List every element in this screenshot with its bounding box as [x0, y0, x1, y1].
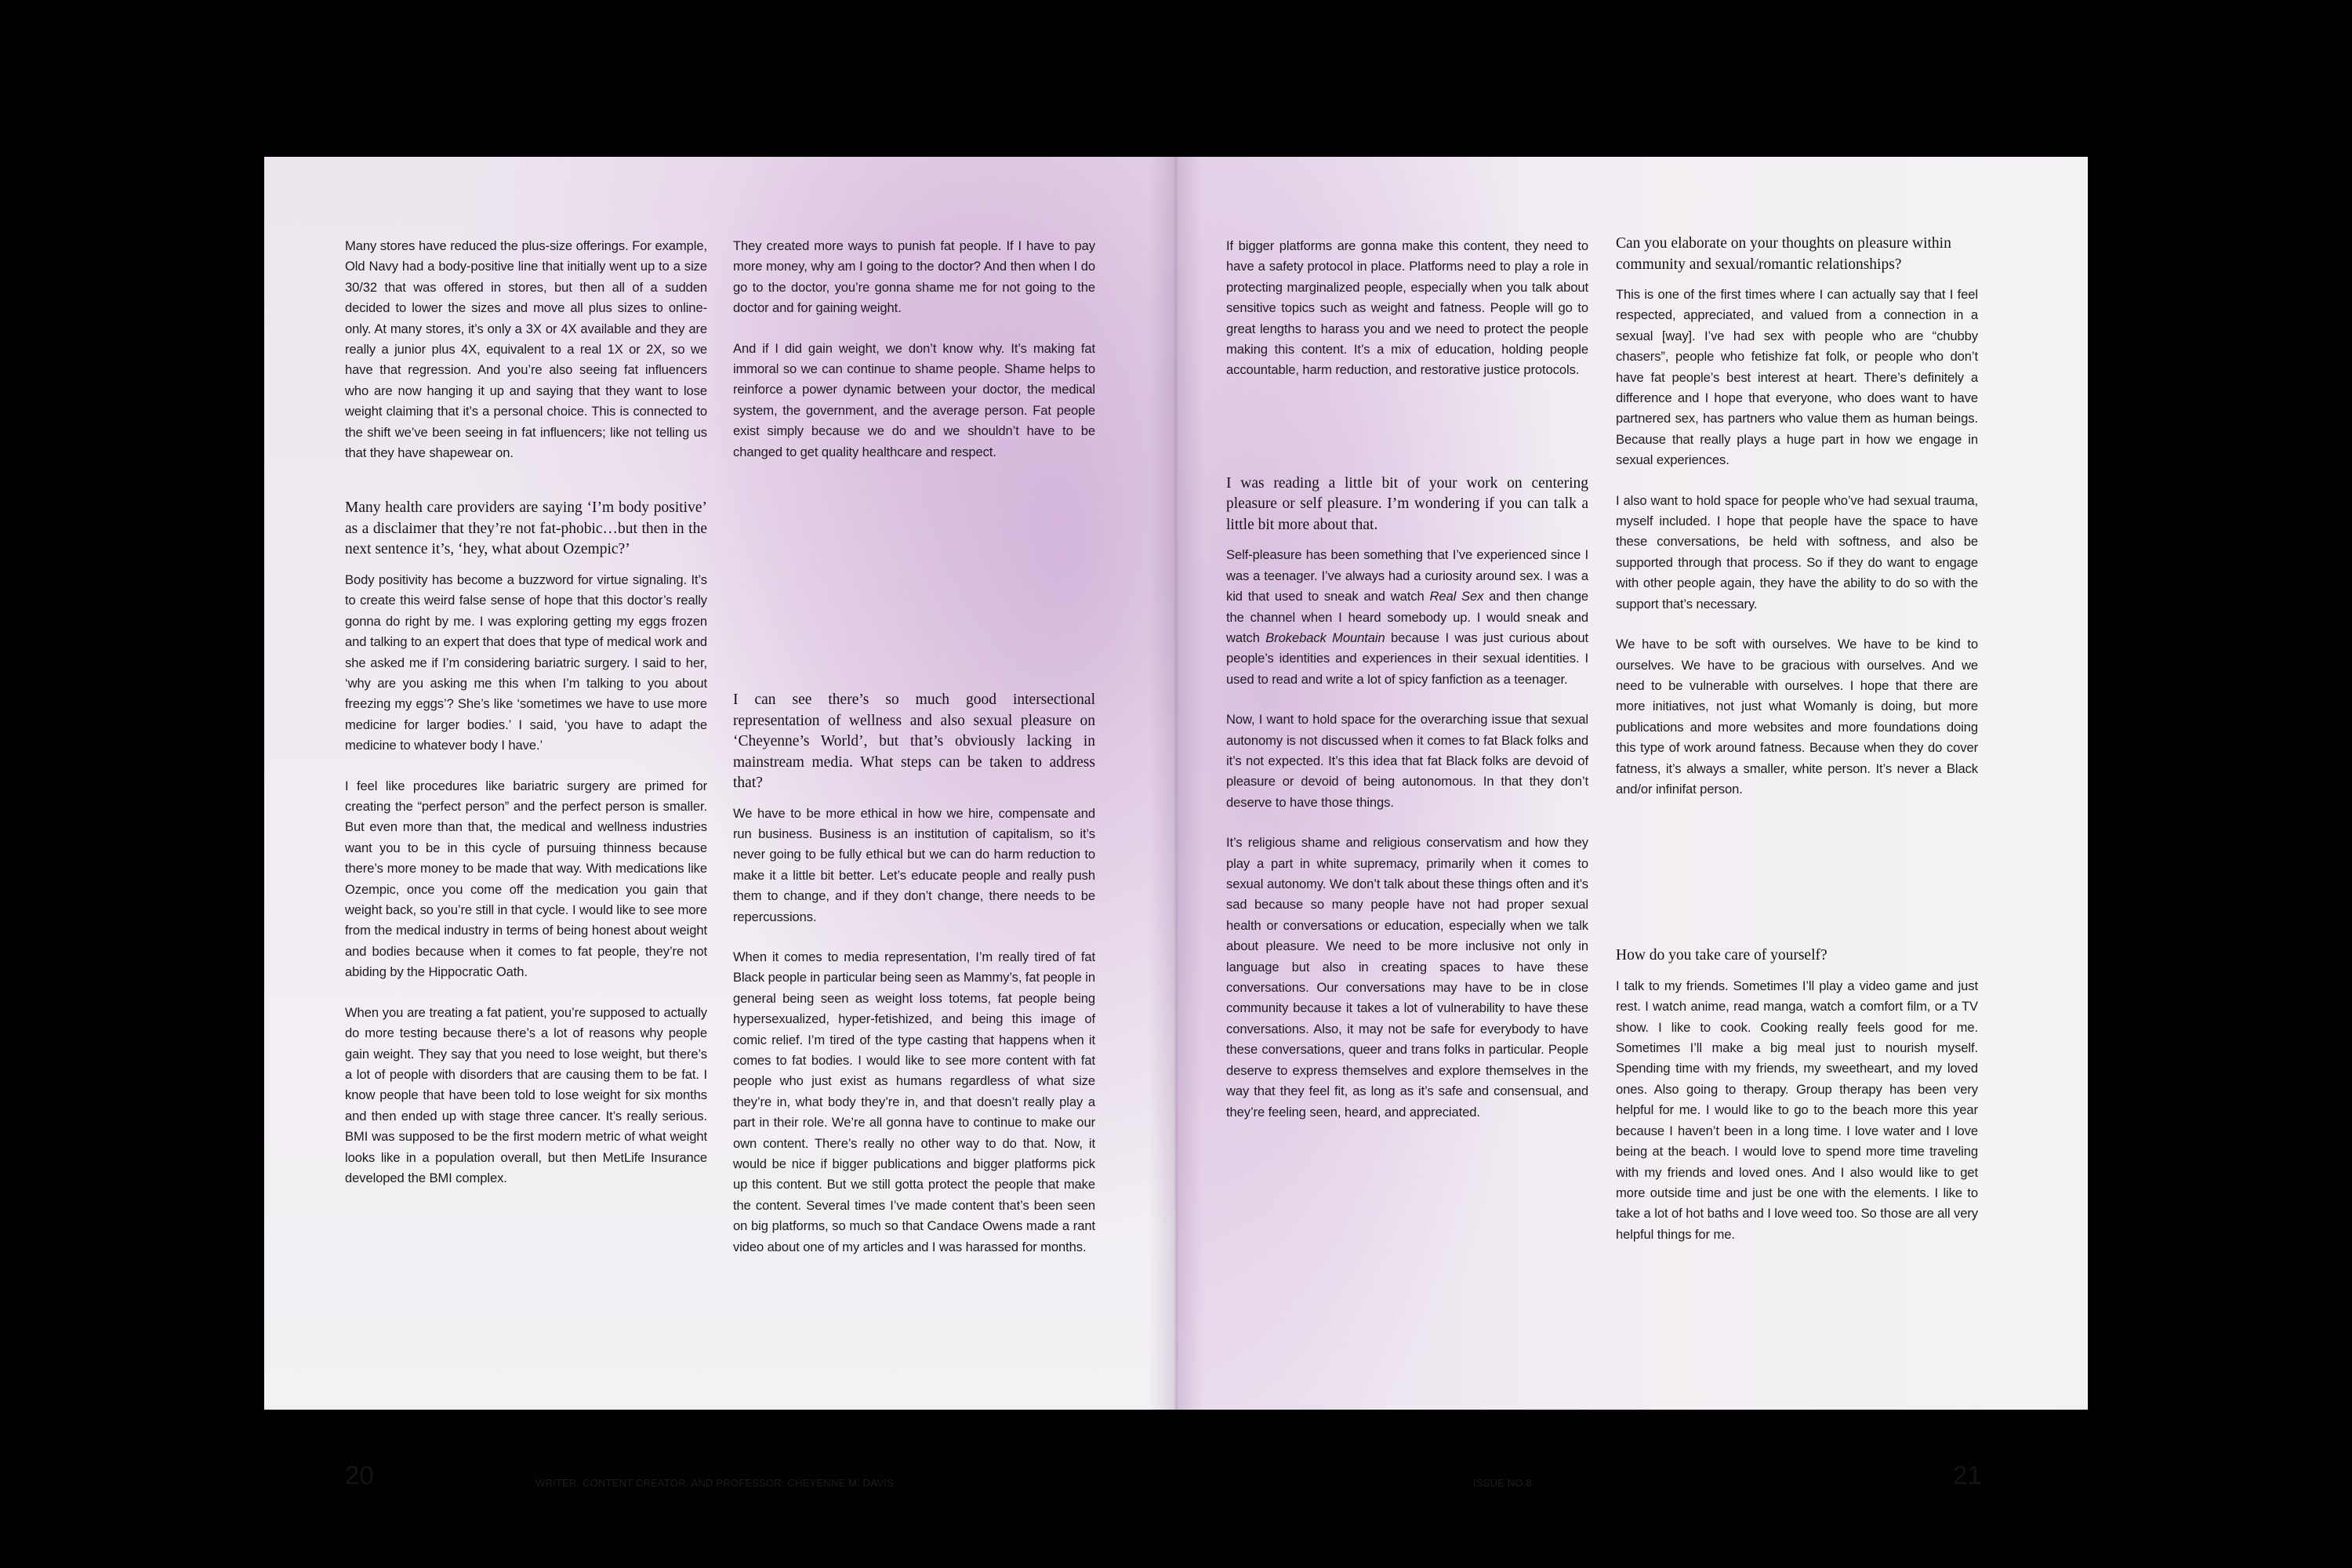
paragraph: I also want to hold space for people who’ve had sexual trauma, myself included. I hope that people have the space to have these conversations, be held with softness, and also be supported through that process. So if they do want to engage with other people again, they have the ability to do so with the support that’s necessary.	[1616, 492, 1978, 612]
interview-question: I can see there’s so much good intersectional representation of wellness and also sexual pleasure on ‘Cheyenne’s World’, but that’s obviously lacking in mainstream media. What steps can be taken to address that?	[733, 691, 1095, 792]
paragraph: I talk to my friends. Sometimes I’ll play a video game and just rest. I watch anime, read manga, watch a comfort film, or a TV show. I like to cook. Cooking really feels good for me. Sometimes I’ll make a big meal just to nourish myself. Spending time with my friends, my sweetheart, and my loved ones. Also going to therapy. Group therapy has been very helpful for me. I would like to go to the beach more this year because I haven’t been in a long time. I love water and I love being at the beach. I would love to spend more time traveling with my friends and loved ones. And I also would like to get more outside time and just be one with the elements. I like to take a lot of hot baths and I love weed too. So those are all very helpful things for me.	[1616, 978, 1978, 1242]
paragraph: Many stores have reduced the plus-size offerings. For example, Old Navy had a body-positive line that initially went up to a size 30/32 that was offered in stores, but then all of a sudden decided to lower the sizes and move all plus sizes to online-only. At many stores, it’s only a 3X or 4X available and they are really a junior plus 4X, equivalent to a real 1X or 2X, so we have that regression. And you’re also seeing fat influencers who are now hanging it up and saying that they want to lose weight claiming that it’s a personal choice. This is connected to the shift we’ve been seeing in fat influencers; like not telling us that they have shapewear on.	[345, 238, 707, 461]
paragraph: And if I did gain weight, we don’t know why. It’s making fat immoral so we can continue to shame people. Shame helps to reinforce a power dynamic between your doctor, the medical system, the government, and the average person. Fat people exist simply because we do and we shouldn’t have to be changed to get quality healthcare and respect.	[733, 340, 1095, 459]
interview-question: I was reading a little bit of your work on centering pleasure or self pleasure. I’m wondering if you can talk a little bit more about that.	[1226, 474, 1588, 533]
paragraph: If bigger platforms are gonna make this content, they need to have a safety protocol in place. Platforms need to play a role in protecting marginalized people, especially when you talk about sensitive topics such as weight and fatness. People will go to great lengths to harass you and we need to protect the people making this content. It’s a mix of education, holding people accountable, harm reduction, and restorative justice protocols.	[1226, 238, 1588, 378]
paragraph: When you are treating a fat patient, you’re supposed to actually do more testing because there’s a lot of reasons why people gain weight. They say that you need to lose weight, but there’s a lot of people with disorders that are causing them to be fat. I know people that have been told to lose weight for six months and then ended up with stage three cancer. It’s really serious. BMI was supposed to be the first modern metric of what weight looks like in a population overall, but then MetLife Insurance developed the BMI complex.	[345, 1004, 707, 1185]
paragraph: When it comes to media representation, I’m really tired of fat Black people in particular being seen as Mammy’s, fat people in general being seen as weight loss totems, fat people being hypersexualized, hyper-fetishized, and being this image of comic relief. I’m tired of the type casting that happens when it comes to fat bodies. I would like to see more content with fat people who just exist as humans regardless of what size they’re in, what body they’re in, and that doesn’t really play a part in their role. We’re all gonna have to continue to make our own content. There’s really no other way to do that. Now, it would be nice if bigger publications and bigger platforms pick up this content. But we still gotta protect the people that make the content. Several times I’ve made content that’s been seen on big platforms, so much so that Candace Owens made a rant video about one of my articles and I was harassed for months.	[733, 949, 1095, 1254]
interview-question: Can you elaborate on your thoughts on pleasure within community and sexual/romantic relationships?	[1616, 235, 1951, 273]
left-column-2	[733, 236, 1095, 1277]
paragraph: We have to be soft with ourselves. We have to be kind to ourselves. We have to be gracious with ourselves. And we need to be vulnerable with ourselves. I hope that there are more initiatives, not just what Womanly is doing, but more publications and more websites and more foundations doing this type of work around fatness. Because when they do cover fatness, it’s always a smaller, white person. It’s never a Black and/or infinifat person.	[1616, 637, 1978, 797]
running-head-left: WRITER, CONTENT CREATOR, AND PROFESSOR, CHEYENNE M. DAVIS	[535, 1477, 894, 1489]
right-column-2	[1616, 234, 1978, 1265]
page-number-left: 20	[345, 1461, 374, 1490]
page-number-right: 21	[1953, 1461, 1982, 1490]
paragraph: This is one of the first times where I can actually say that I feel respected, appreciated, and valued from a connection in a sexual [way]. I’ve had sex with people who are “chubby chasers”, people who fetishize fat folk, or people who don’t have fat people’s best interest at heart. There’s definitely a difference and I hope that everyone, who does want to have partnered sex, has partners who value them as human beings. Because that really plays a huge part in how we engage in sexual experiences.	[1616, 287, 1978, 468]
interview-question: How do you take care of yourself?	[1616, 947, 1828, 964]
film-title: Brokeback Mountain	[1265, 630, 1385, 645]
paragraph: It’s religious shame and religious conservatism and how they play a part in white supremacy, primarily when it comes to sexual autonomy. We don’t talk about these things often and it’s sad because so many people have not had proper sexual health or conversations or education, especially when we talk about pleasure. We need to be more inclusive not only in language but also in creating spaces to have these conversations. Our conversations may have to be in close community because it takes a lot of vulnerability to have these conversations. Also, it may not be safe for everybody to have these conversations, queer and trans folks in particular. People deserve to express themselves and explore themselves in the way that they feel fit, as long as it’s safe and consensual, and they’re feeling seen, heard, and appreciated.	[1226, 835, 1588, 1120]
running-head-right: ISSUE NO.8	[1473, 1477, 1532, 1489]
right-page	[1176, 157, 2088, 1490]
paragraph: They created more ways to punish fat people. If I have to pay more money, why am I going to the doctor? And then when I do go to the doctor, you’re gonna shame me for not going to the doctor and for gaining weight.	[733, 238, 1095, 316]
right-column-1	[1226, 236, 1588, 1142]
magazine-spread	[264, 157, 2088, 1490]
paragraph: We have to be more ethical in how we hire, compensate and run business. Business is an institution of capitalism, so it’s never going to be fully ethical but we can do harm reduction to make it a little bit better. Let’s educate people and really push them to change, and if they don’t change, there needs to be repercussions.	[733, 805, 1095, 924]
paragraph: I feel like procedures like bariatric surgery are primed for creating the “perfect person” and the perfect person is smaller. But even more than that, the medical and wellness industries want you to be in this cycle of pursuing thinness because there’s more money to be made that way. With medications like Ozempic, once you come off the medication you gain that weight back, so you’re still in that cycle. I would like to see more from the medical industry in terms of being honest about weight and bodies because when it comes to fat people, they’re not abiding by the Hippocratic Oath.	[345, 778, 707, 980]
left-page	[264, 157, 1176, 1490]
show-title: Real Sex	[1429, 589, 1484, 604]
paragraph: Self-pleasure has been something that I’ve experienced since I was a teenager. I’ve always had a curiosity around sex. I was a kid that used to sneak and watch Real Sex and then change the channel when I heard somebody up. I would sneak and watch Brokeback Mountain because I was just curious about people’s identities and experiences in their sexual identities. I used to read and write a lot of spicy fanfiction as a teenager.	[1226, 547, 1589, 687]
paragraph: Now, I want to hold space for the overarching issue that sexual autonomy is not discussed when it comes to fat Black folks and it’s not expected. It’s this idea that fat Black folks are devoid of pleasure or devoid of being autonomous. In that they don’t deserve to have those things.	[1226, 712, 1588, 810]
paragraph: Body positivity has become a buzzword for virtue signaling. It’s to create this weird false sense of hope that this doctor’s really gonna do right by me. I was exploring getting my eggs frozen and talking to an expert that does that type of medical work and she asked me if I’m considering bariatric surgery. I said to her, ‘why are you asking me this when I’m talking to you about freezing my eggs’? She’s like ‘sometimes we have to use more medicine for larger bodies.’ I said, ‘you have to adapt the medicine to whatever body I have.’	[345, 572, 707, 753]
interview-question: Many health care providers are saying ‘I’m body positive’ as a disclaimer that they’re not fat-phobic…but then in the next sentence it’s, ‘hey, what about Ozempic?’	[345, 499, 707, 558]
left-column-1	[345, 236, 707, 1208]
